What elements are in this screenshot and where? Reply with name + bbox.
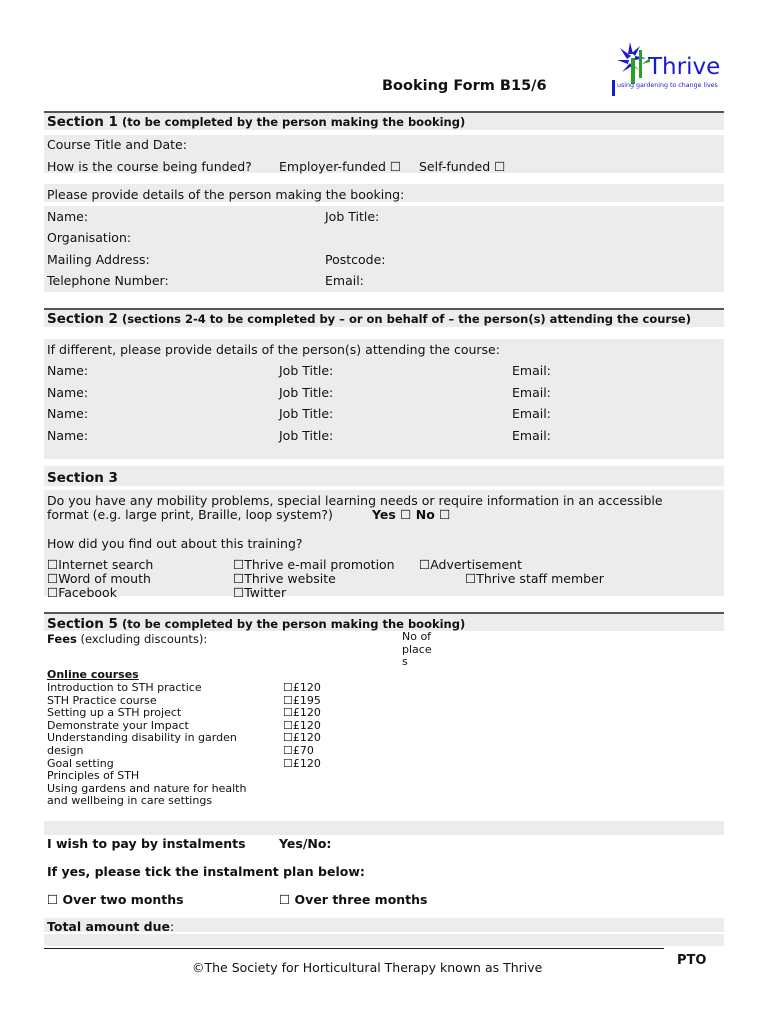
option-email-promotion[interactable]: ☐Thrive e-mail promotion (233, 557, 395, 572)
option-staff-member[interactable]: ☐Thrive staff member (465, 571, 604, 586)
places-column-header (402, 631, 432, 669)
attendee-job-title-label: Job Title: (279, 406, 334, 421)
mobility-question-line2: format (e.g. large print, Braille, loop system?) (47, 507, 333, 522)
total-band-lower (44, 934, 724, 946)
booker-telephone-label: Telephone Number: (47, 273, 169, 288)
instalments-label: I wish to pay by instalments (47, 836, 246, 851)
option-advertisement[interactable]: ☐Advertisement (419, 557, 522, 572)
section1-note: (to be completed by the person making the booking) (121, 115, 466, 129)
attendee-job-title-label: Job Title: (279, 363, 334, 378)
course-title-label: Course Title and Date: (47, 137, 187, 152)
course-name: Demonstrate your Impact (47, 718, 189, 732)
booker-email-label: Email: (325, 273, 364, 288)
section2-title: Section 2 (47, 311, 118, 327)
course-name: STH Practice course (47, 693, 157, 707)
section1-title: Section 1 (47, 114, 118, 130)
instalments-band (44, 821, 724, 835)
fees-label: Fees (47, 632, 77, 646)
attendee-name-label: Name: (47, 363, 89, 378)
option-twitter[interactable]: ☐Twitter (233, 585, 287, 600)
option-word-of-mouth[interactable]: ☐Word of mouth (47, 571, 151, 586)
instalments-yes-no[interactable]: Yes/No: (279, 836, 332, 851)
course-price-checkbox[interactable]: ☐£120 (283, 718, 321, 732)
footer-rule (44, 948, 664, 949)
booker-name-label: Name: (47, 209, 89, 224)
mobility-question-line1: Do you have any mobility problems, special learning needs or require information in an accessible (47, 493, 663, 508)
funding-employer-checkbox[interactable]: Employer-funded ☐ (279, 159, 402, 174)
course-name: Setting up a STH project (47, 706, 182, 720)
funding-question: How is the course being funded? (47, 159, 252, 174)
fees-heading (47, 632, 207, 646)
fees-note: (excluding discounts): (76, 632, 208, 646)
option-thrive-website[interactable]: ☐Thrive website (233, 571, 336, 586)
source-question: How did you find out about this training? (47, 536, 303, 551)
section5-note: (to be completed by the person making the booking) (121, 617, 466, 631)
attendee-email-label: Email: (512, 406, 551, 421)
pto-label: PTO (677, 953, 707, 968)
form-title: Booking Form B15/6 (382, 78, 547, 94)
booker-organisation-label: Organisation: (47, 230, 132, 245)
course-name: Principles of STH (47, 769, 140, 783)
attendee-job-title-label: Job Title: (279, 428, 334, 443)
booker-postcode-label: Postcode: (325, 252, 386, 267)
course-name: Goal setting (47, 756, 114, 770)
plan-three-months-checkbox[interactable]: ☐ Over three months (279, 892, 428, 907)
section2-note: (sections 2-4 to be completed by – or on behalf of – the person(s) attending the course) (121, 312, 691, 326)
course-price-checkbox[interactable]: ☐£195 (283, 693, 321, 707)
section5-title: Section 5 (47, 616, 118, 632)
course-name: Using gardens and nature for health (47, 781, 247, 795)
places-header-line: place (402, 642, 432, 656)
section3-title: Section 3 (47, 470, 118, 486)
course-list (47, 682, 246, 808)
course-price-checkbox[interactable]: ☐£70 (283, 743, 314, 757)
places-header-line: s (402, 655, 408, 669)
course-price-checkbox[interactable]: ☐£120 (283, 706, 321, 720)
course-price-checkbox[interactable]: ☐£120 (283, 681, 321, 694)
booker-mailing-address-label: Mailing Address: (47, 252, 150, 267)
total-amount-label: Total amount due (47, 919, 170, 934)
places-header-line: No of (402, 630, 432, 643)
attendees-band (44, 339, 724, 459)
footer-copyright: ©The Society for Horticultural Therapy known as Thrive (192, 960, 543, 975)
plan-two-months-checkbox[interactable]: ☐ Over two months (47, 892, 184, 907)
attendee-email-label: Email: (512, 385, 551, 400)
section3-header-band (44, 466, 724, 486)
course-price-checkbox[interactable]: ☐£120 (283, 731, 321, 745)
section1-heading (47, 114, 465, 130)
attendee-name-label: Name: (47, 406, 89, 421)
attendee-name-label: Name: (47, 428, 89, 443)
attendee-email-label: Email: (512, 428, 551, 443)
option-facebook[interactable]: ☐Facebook (47, 585, 117, 600)
course-name-cont: and wellbeing in care settings (47, 794, 213, 808)
total-amount-row (47, 919, 174, 934)
course-price-checkbox[interactable]: ☐£120 (283, 756, 321, 770)
booker-details-prompt: Please provide details of the person making the booking: (47, 187, 405, 202)
course-name-cont: design (47, 743, 84, 757)
logo-wordmark: Thrive (648, 54, 721, 80)
attendee-job-title-label: Job Title: (279, 385, 334, 400)
total-amount-colon: : (170, 919, 175, 934)
instalment-plan-prompt: If yes, please tick the instalment plan below: (47, 864, 365, 879)
online-courses-heading: Online courses (47, 668, 139, 681)
attendees-prompt: If different, please provide details of the person(s) attending the course: (47, 342, 500, 357)
attendee-email-label: Email: (512, 363, 551, 378)
booker-job-title-label: Job Title: (325, 209, 380, 224)
course-name: Introduction to STH practice (47, 681, 202, 694)
section2-heading (47, 311, 691, 327)
attendee-name-label: Name: (47, 385, 89, 400)
funding-self-checkbox[interactable]: Self-funded ☐ (419, 159, 506, 174)
course-price-list (283, 682, 321, 770)
thrive-logo (612, 40, 727, 100)
course-name: Understanding disability in garden (47, 731, 237, 745)
logo-tagline: using gardening to change lives (617, 82, 718, 89)
mobility-yes-no-checkboxes[interactable]: Yes ☐ No ☐ (372, 507, 451, 522)
option-internet-search[interactable]: ☐Internet search (47, 557, 154, 572)
